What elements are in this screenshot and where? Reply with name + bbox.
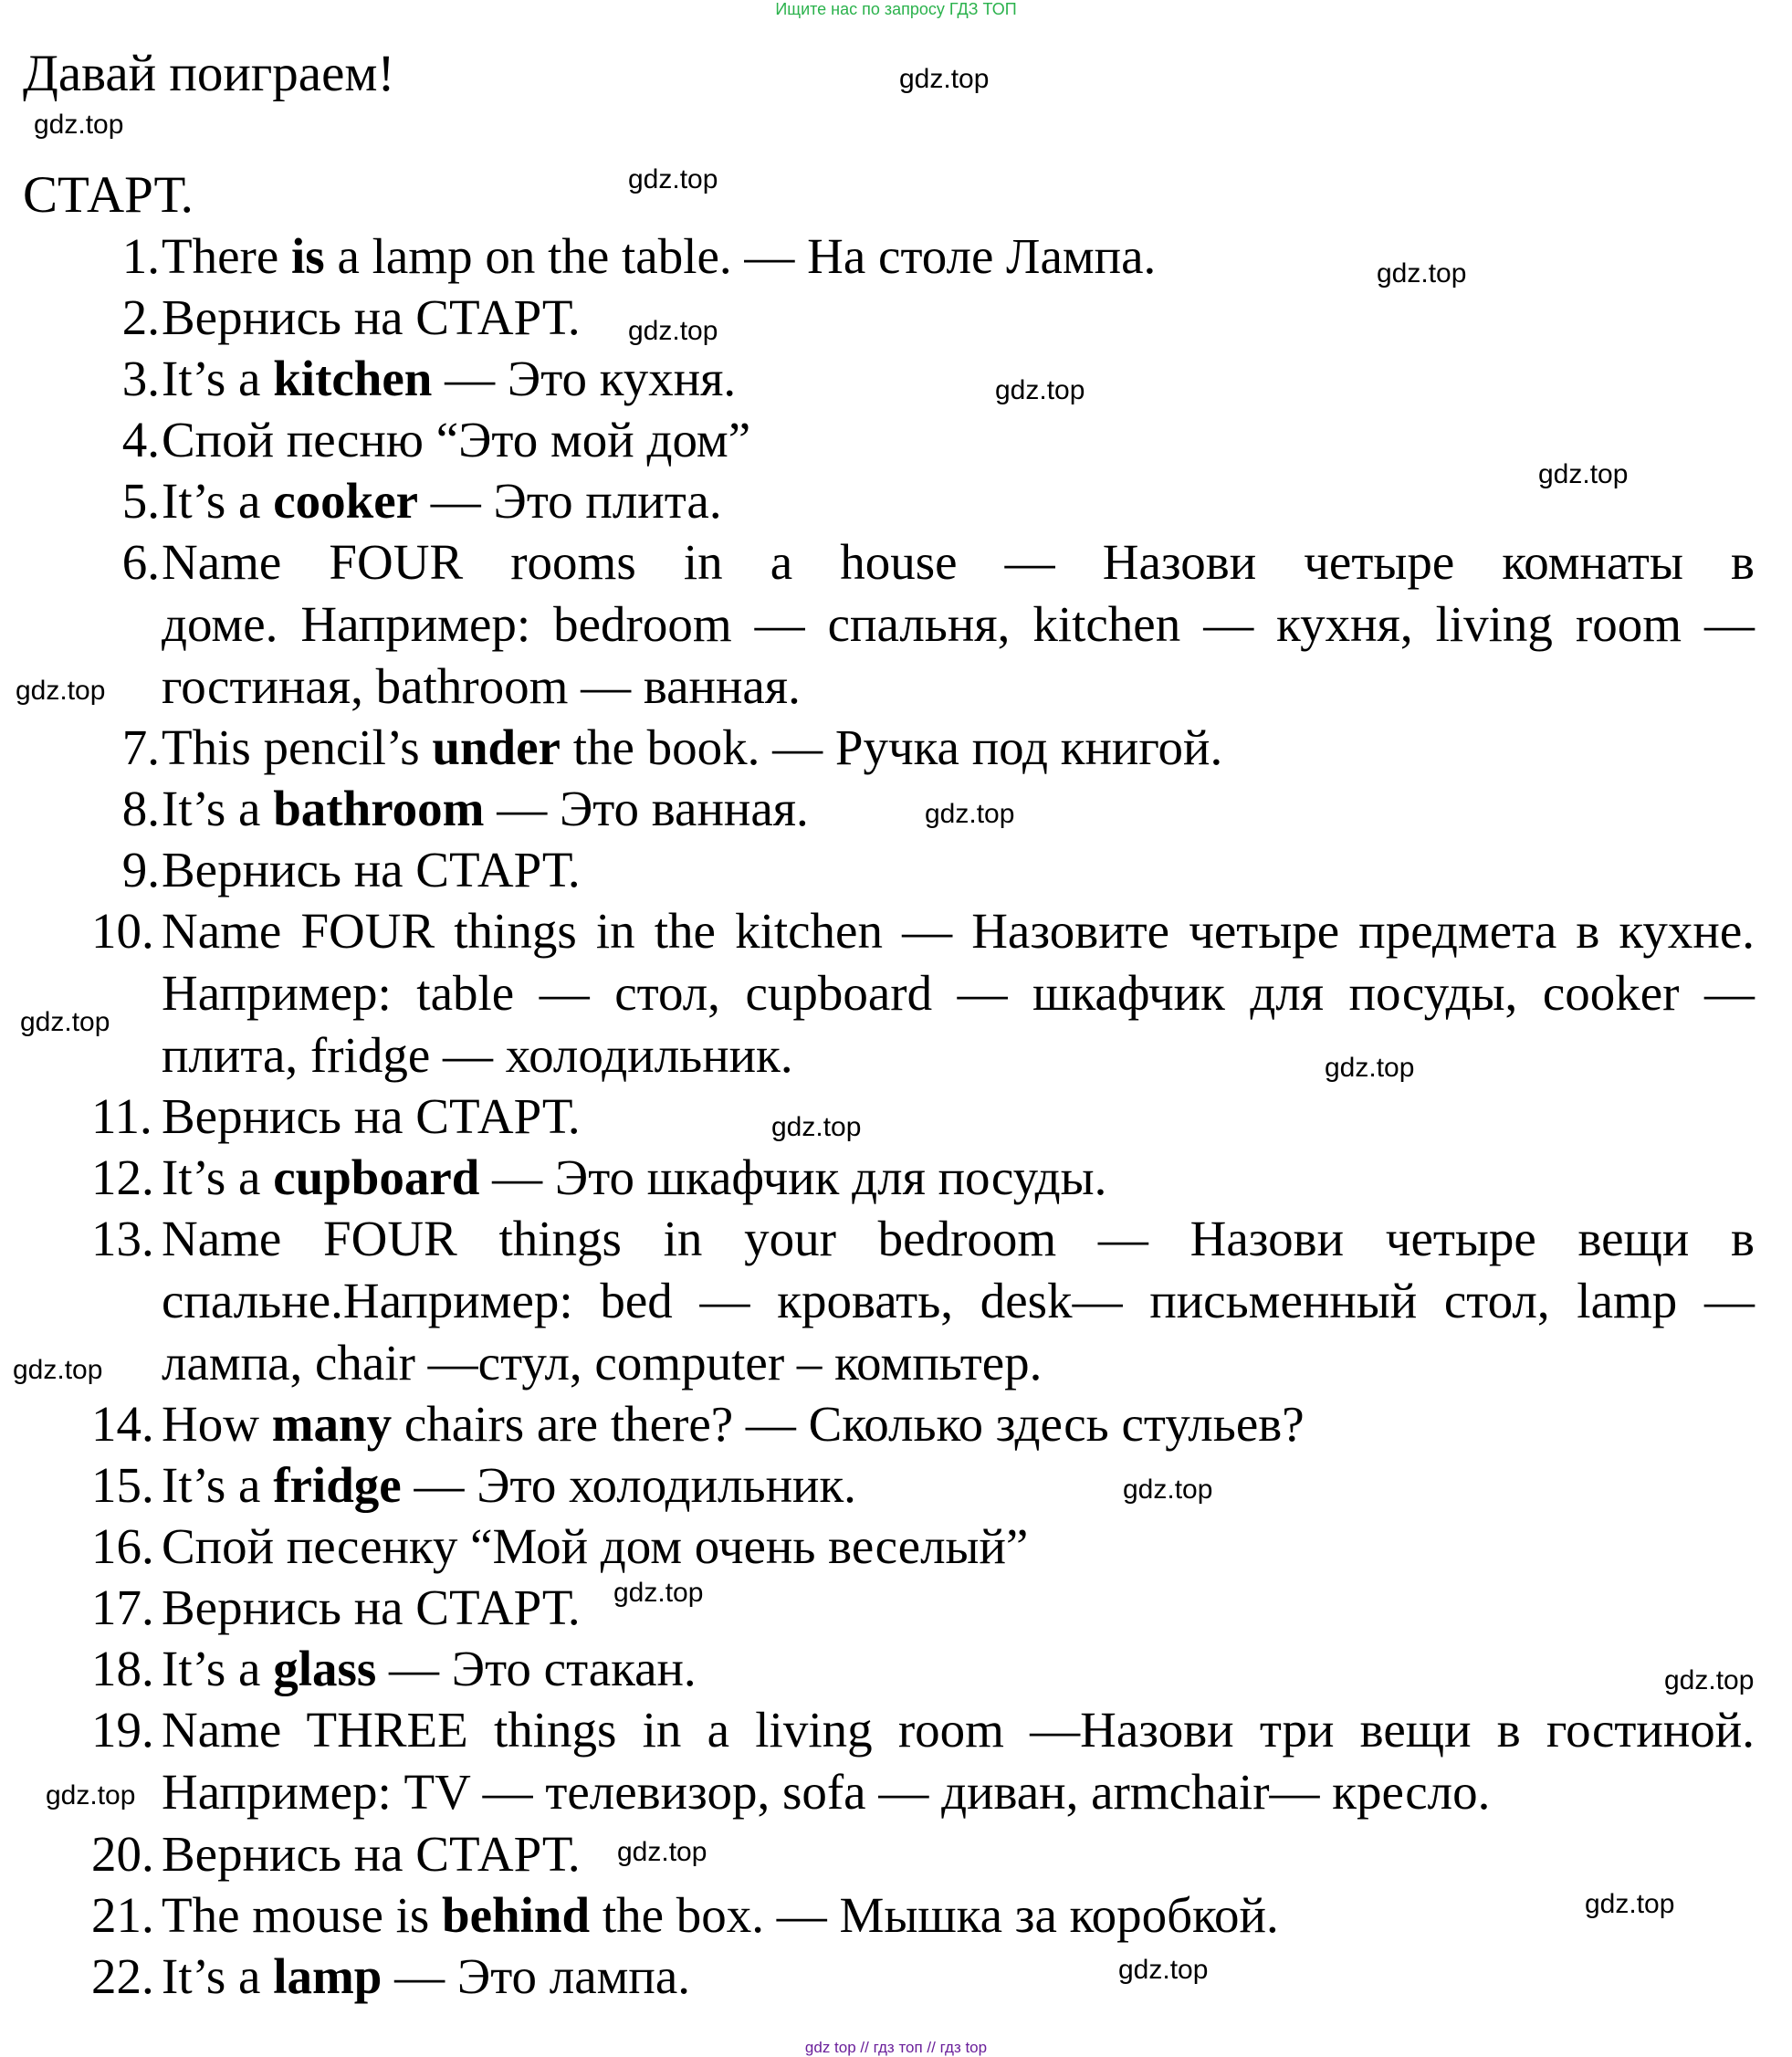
watermark-text: gdz.top [20, 1007, 110, 1037]
watermark-text: gdz.top [16, 676, 106, 706]
top-banner[interactable]: Ищите нас по запросу ГДЗ ТОП [775, 0, 1017, 18]
item-number: 2. [121, 289, 160, 345]
footer-links[interactable]: gdz top // гдз топ // гдз top [804, 2039, 988, 2056]
item-number: 10. [91, 903, 154, 959]
watermark-text: gdz.top [628, 316, 718, 346]
item-number: 14. [91, 1396, 154, 1452]
item-number: 11. [91, 1088, 152, 1144]
item-number: 4. [121, 412, 160, 467]
watermark-text: gdz.top [46, 1780, 136, 1810]
watermark-text: gdz.top [1118, 1955, 1209, 1985]
watermark-text: gdz.top [13, 1355, 103, 1385]
item-number: 21. [91, 1887, 154, 1943]
watermark-text: gdz.top [1123, 1475, 1213, 1505]
item-number: 18. [91, 1641, 154, 1696]
item-number: 13. [91, 1211, 154, 1266]
watermark-text: gdz.top [1585, 1889, 1675, 1919]
item-number: 22. [91, 1948, 154, 2004]
item-number: 12. [91, 1149, 154, 1205]
watermark-text: gdz.top [628, 164, 718, 194]
watermark-text: gdz.top [899, 64, 990, 94]
watermark-text: gdz.top [995, 375, 1085, 405]
item-number: 1. [121, 228, 160, 284]
watermark-text: gdz.top [613, 1578, 704, 1608]
watermark-text: gdz.top [34, 110, 124, 140]
watermark-text: gdz.top [771, 1112, 862, 1142]
item-number: 9. [121, 842, 160, 897]
watermark-text: gdz.top [1538, 459, 1629, 489]
watermark-text: gdz.top [617, 1837, 707, 1867]
watermark-text: gdz.top [1377, 258, 1467, 289]
watermark-text: gdz.top [1664, 1665, 1755, 1695]
item-number: 6. [121, 534, 160, 590]
item-number: 15. [91, 1457, 154, 1513]
page-title: Давай поиграем! [23, 45, 395, 102]
start-label: СТАРТ. [23, 166, 194, 224]
item-number: 16. [91, 1518, 154, 1574]
item-number: 8. [121, 781, 160, 836]
watermark-text: gdz.top [925, 799, 1015, 829]
item-number: 20. [91, 1826, 154, 1882]
item-number: 19. [91, 1702, 154, 1758]
item-number: 17. [91, 1579, 154, 1635]
item-number: 5. [121, 473, 160, 529]
watermark-text: gdz.top [1325, 1053, 1415, 1083]
item-number: 3. [121, 351, 160, 406]
item-number: 7. [121, 719, 160, 775]
